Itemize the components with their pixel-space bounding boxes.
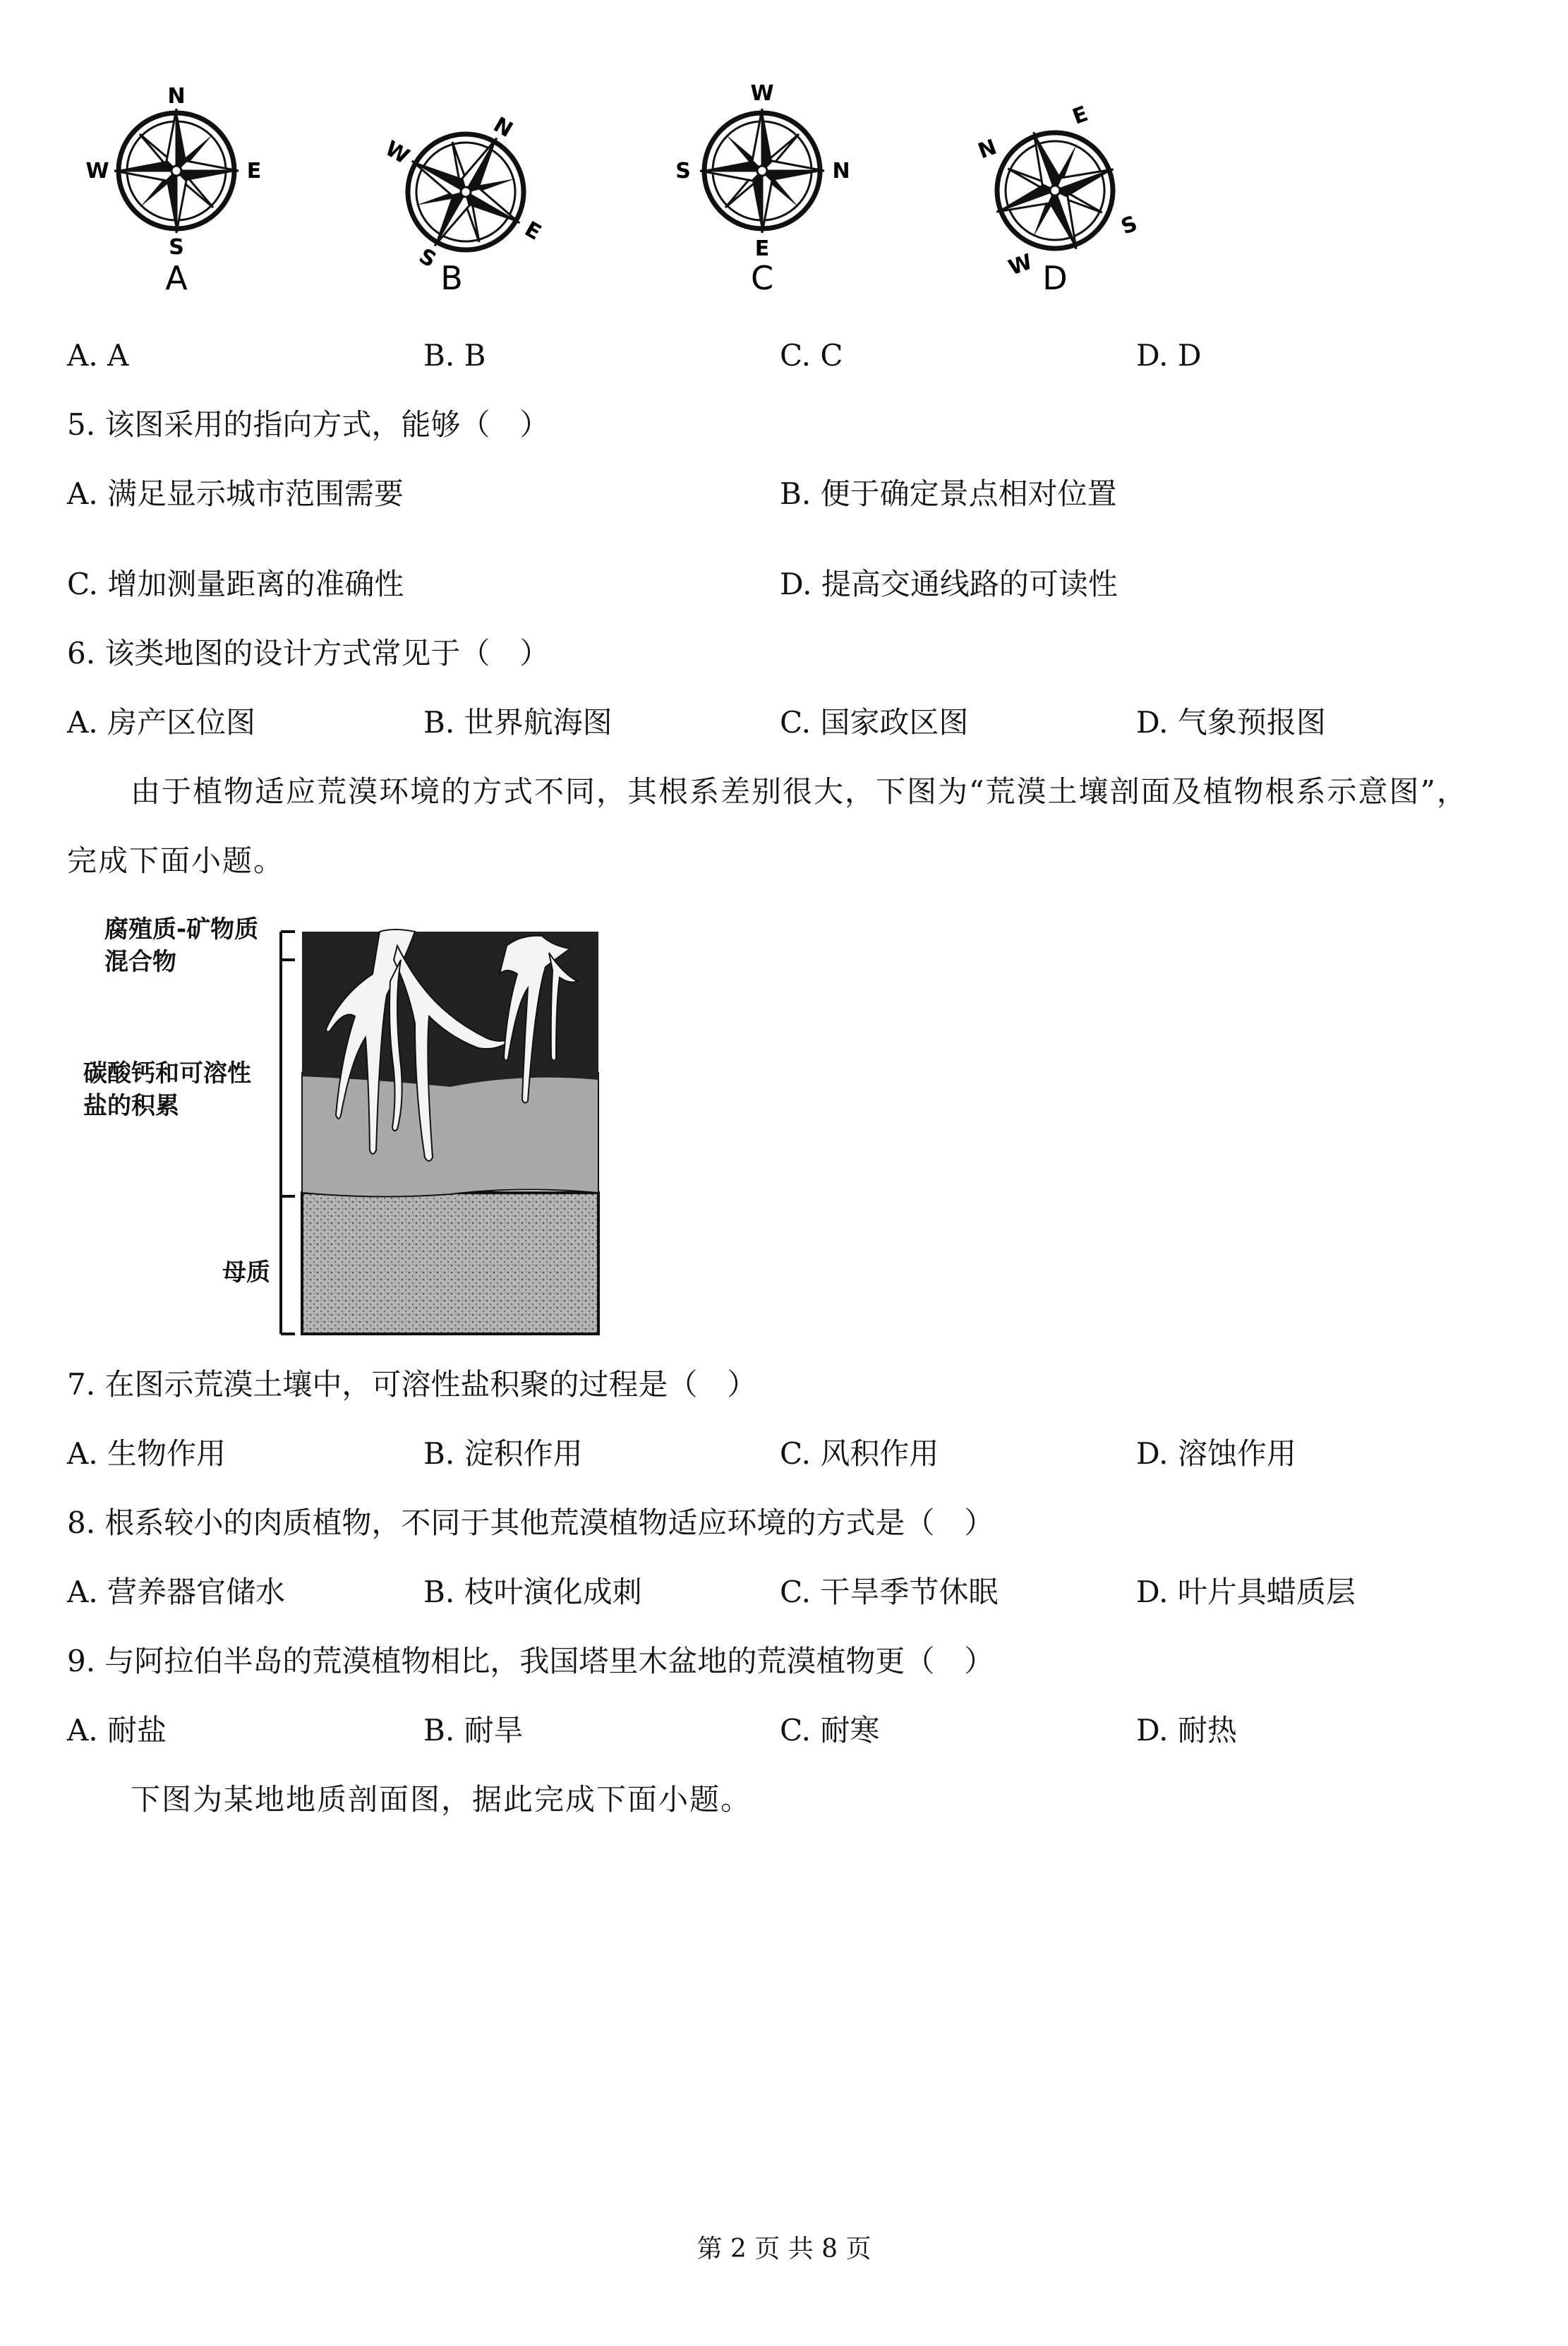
soil-profile-diagram: [274, 918, 605, 1341]
compass-c-bottom: E: [754, 236, 770, 261]
intro-paragraph-1-line-2: 完成下面小题。: [67, 843, 285, 878]
compass-d-n: N: [975, 134, 1001, 164]
parent-material-layer: [302, 1193, 598, 1334]
soil-layer-2-line-2: 盐的积累: [83, 1092, 179, 1120]
q7-option-c[interactable]: C. 风积作用: [780, 1436, 939, 1471]
q6-option-a[interactable]: A. 房产区位图: [67, 705, 256, 740]
compass-c-right: N: [832, 159, 850, 184]
q5-option-c[interactable]: C. 增加测量距离的准确性: [67, 567, 404, 601]
q9-option-c[interactable]: C. 耐寒: [780, 1713, 880, 1748]
soil-layer-1-line-2: 混合物: [104, 948, 176, 976]
layer-bracket: [281, 932, 295, 1334]
compass-b-n: N: [489, 112, 517, 143]
q6-option-d[interactable]: D. 气象预报图: [1136, 705, 1326, 740]
q7-stem: 7. 在图示荒漠土壤中，可溶性盐积聚的过程是（ ）: [67, 1367, 757, 1402]
q5-option-d[interactable]: D. 提高交通线路的可读性: [780, 567, 1118, 601]
compass-d-s: S: [1118, 211, 1141, 240]
compass-b-label: B: [440, 259, 463, 297]
compass-d-label: D: [1042, 259, 1068, 297]
q6-option-c[interactable]: C. 国家政区图: [780, 705, 969, 740]
q8-option-c[interactable]: C. 干旱季节休眠: [780, 1575, 999, 1609]
q7-option-b[interactable]: B. 淀积作用: [423, 1436, 583, 1471]
q5-option-b[interactable]: B. 便于确定景点相对位置: [780, 476, 1117, 511]
q5-option-a[interactable]: A. 满足显示城市范围需要: [67, 476, 404, 511]
soil-layer-2-line-1: 碳酸钙和可溶性: [83, 1059, 251, 1088]
q6-option-b[interactable]: B. 世界航海图: [423, 705, 613, 740]
q8-stem: 8. 根系较小的肉质植物，不同于其他荒漠植物适应环境的方式是（ ）: [67, 1505, 994, 1540]
q4-option-a[interactable]: A. A: [67, 338, 129, 373]
q9-stem: 9. 与阿拉伯半岛的荒漠植物相比，我国塔里木盆地的荒漠植物更（ ）: [67, 1644, 994, 1678]
q4-option-c[interactable]: C. C: [780, 338, 843, 373]
intro-paragraph-2: 下图为某地地质剖面图，据此完成下面小题。: [131, 1782, 752, 1817]
q7-option-a[interactable]: A. 生物作用: [67, 1436, 227, 1471]
page-footer: 第 2 页 共 8 页: [696, 2234, 872, 2263]
compass-d-e: E: [1069, 101, 1092, 130]
q8-option-d[interactable]: D. 叶片具蜡质层: [1136, 1575, 1356, 1609]
q4-option-b[interactable]: B. B: [423, 338, 486, 373]
soil-layer-1-label: [104, 913, 258, 978]
soil-layer-1-line-1: 腐殖质-矿物质: [104, 915, 259, 944]
compass-a-n: N: [167, 84, 186, 109]
intro-paragraph-1-line-1: 由于植物适应荒漠环境的方式不同，其根系差别很大，下图为“荒漠土壤剖面及植物根系示意图”，: [131, 774, 1468, 809]
compass-c-top: W: [750, 81, 774, 106]
compass-d-w: W: [1005, 249, 1036, 281]
compass-c: [675, 81, 850, 261]
compass-c-label: C: [750, 259, 774, 297]
compass-d: [964, 99, 1140, 281]
q7-option-d[interactable]: D. 溶蚀作用: [1136, 1436, 1296, 1471]
compass-a-e: E: [246, 159, 262, 184]
soil-layer-3-label: 母质: [222, 1258, 270, 1287]
compass-b-w: W: [380, 136, 414, 169]
compass-figure-row: [71, 78, 1171, 303]
q9-option-d[interactable]: D. 耐热: [1136, 1713, 1237, 1748]
compass-b-e: E: [520, 217, 545, 246]
q8-option-a[interactable]: A. 营养器官储水: [67, 1575, 286, 1609]
q5-stem: 5. 该图采用的指向方式，能够（ ）: [67, 407, 550, 442]
q8-option-b[interactable]: B. 枝叶演化成刺: [423, 1575, 642, 1609]
soil-layer-2-label: [83, 1057, 251, 1122]
compass-a: [85, 84, 261, 260]
q9-option-b[interactable]: B. 耐旱: [423, 1713, 524, 1748]
q9-option-a[interactable]: A. 耐盐: [67, 1713, 167, 1748]
compass-a-s: S: [169, 235, 184, 260]
compass-b-s: S: [414, 243, 440, 273]
q6-stem: 6. 该类地图的设计方式常见于（ ）: [67, 636, 550, 670]
q4-option-d[interactable]: D. D: [1136, 338, 1202, 373]
compass-c-left: S: [675, 159, 691, 184]
compass-a-w: W: [85, 159, 109, 184]
compass-a-label: A: [165, 259, 188, 297]
